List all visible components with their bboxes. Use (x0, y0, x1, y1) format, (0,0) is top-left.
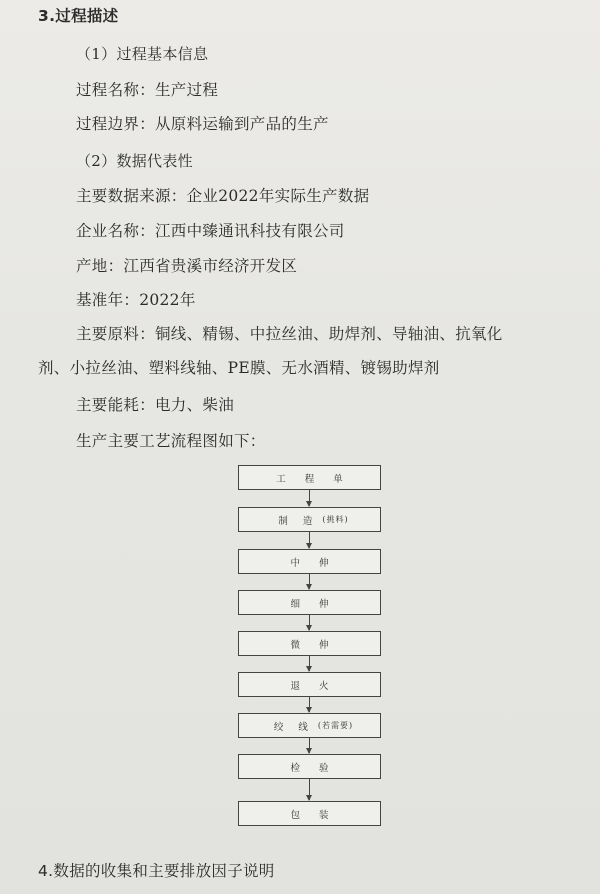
flow-step-micro-drawing (238, 631, 381, 656)
flow-step-note: (挑料) (322, 515, 349, 524)
flow-step-label: 检 验 (290, 762, 337, 774)
flow-step-label: 微 伸 (290, 639, 337, 651)
flow-arrow (309, 574, 310, 589)
flowchart-intro: 生产主要工艺流程图如下： (76, 432, 266, 450)
flow-step-medium-drawing (238, 549, 381, 574)
flow-arrow (309, 656, 310, 671)
energy-consumption: 主要能耗：电力、柴油 (76, 396, 235, 414)
flow-step-label: 工 程 单 (276, 473, 351, 485)
flow-step-label: 中 伸 (290, 557, 337, 569)
flow-step-label: 绞 线 (273, 721, 314, 733)
flow-arrow (309, 490, 310, 506)
flow-step-fine-drawing (238, 590, 381, 615)
production-location: 产地：江西省贵溪市经济开发区 (76, 257, 298, 275)
materials-line-1: 主要原料：铜线、精锡、中拉丝油、助焊剂、导轴油、抗氧化 (76, 325, 503, 343)
flow-step-note: (若需要) (317, 721, 354, 730)
flow-step-work-order (238, 465, 381, 490)
subsection-data-representativeness: （2）数据代表性 (76, 152, 193, 170)
process-boundary: 过程边界：从原料运输到产品的生产 (76, 115, 329, 133)
data-source: 主要数据来源：企业2022年实际生产数据 (76, 187, 370, 205)
flow-step-stranding (238, 713, 381, 738)
flow-arrow (309, 697, 310, 712)
flow-step-inspection (238, 754, 381, 779)
flow-step-annealing (238, 672, 381, 697)
flow-arrow (309, 779, 310, 800)
materials-line-2: 剂、小拉丝油、塑料线轴、PE膜、无水酒精、镀锡助焊剂 (38, 359, 440, 377)
flow-step-label: 包 装 (290, 809, 337, 821)
flow-arrow (309, 615, 310, 630)
flow-step-manufacture (238, 507, 381, 532)
flow-step-label: 退 火 (290, 680, 337, 692)
section-3-title: 3.过程描述 (38, 7, 119, 25)
flow-arrow (309, 738, 310, 753)
flow-step-label: 制 造 (278, 515, 319, 527)
flow-step-label: 细 伸 (290, 598, 337, 610)
process-flowchart (238, 465, 383, 830)
process-name: 过程名称：生产过程 (76, 81, 219, 99)
company-name: 企业名称：江西中臻通讯科技有限公司 (76, 222, 345, 240)
section-4-title: 4.数据的收集和主要排放因子说明 (38, 862, 275, 880)
base-year: 基准年：2022年 (76, 291, 196, 309)
subsection-basic-info: （1）过程基本信息 (76, 45, 209, 63)
flow-arrow (309, 532, 310, 548)
flow-step-packaging (238, 801, 381, 826)
